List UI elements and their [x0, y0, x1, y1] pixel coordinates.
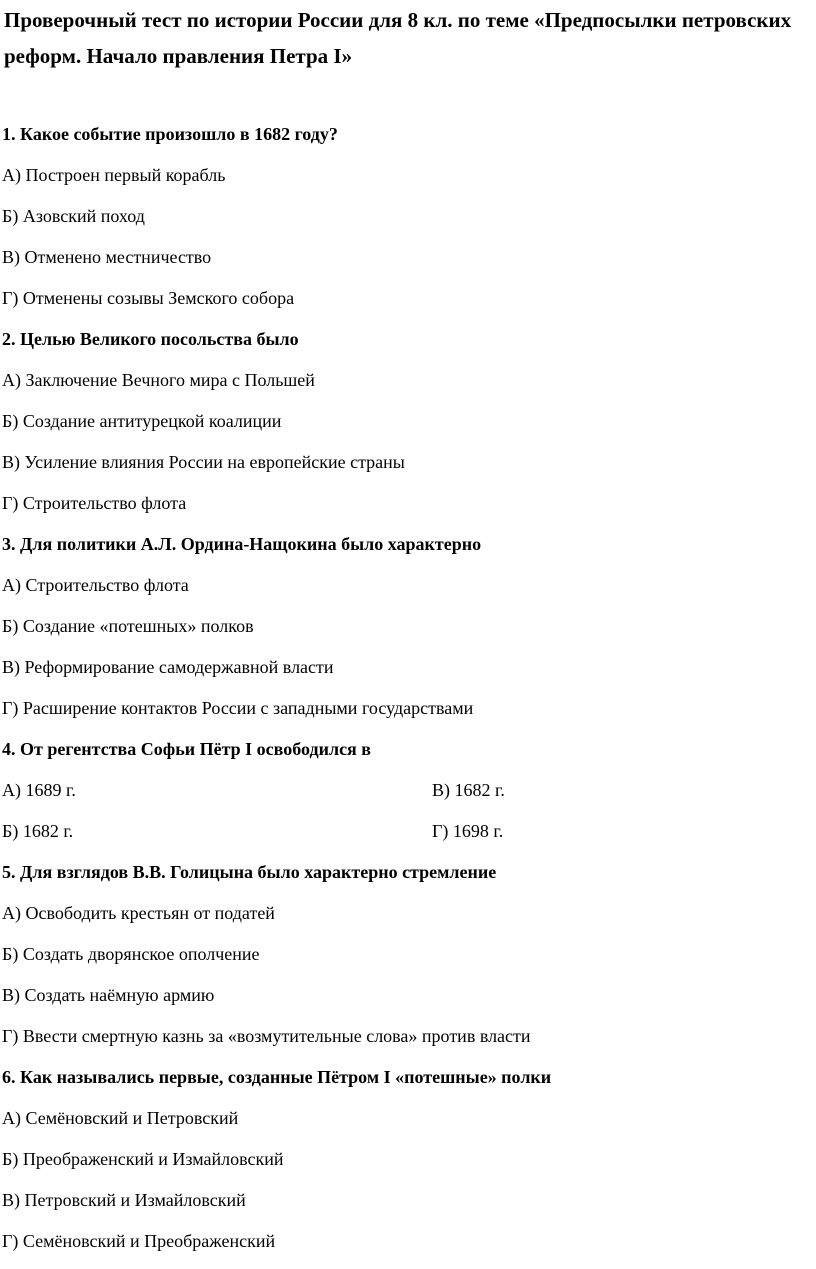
question-3-option-d: Г) Расширение контактов России с западными государствами	[2, 698, 474, 718]
question-6-option-c: В) Петровский и Измайловский	[2, 1190, 246, 1210]
question-1-option-a: А) Построен первый корабль	[2, 165, 226, 185]
question-5-option-a: А) Освободить крестьян от податей	[2, 903, 275, 923]
question-2-option-c: В) Усиление влияния России на европейские страны	[2, 452, 405, 472]
question-4-option-a: А) 1689 г.	[2, 780, 76, 800]
question-4: 4. От регентства Софьи Пётр I освободился в	[2, 739, 372, 759]
question-6: 6. Как назывались первые, созданные Пётром I «потешные» полки	[2, 1067, 552, 1087]
question-3-option-c: В) Реформирование самодержавной власти	[2, 657, 334, 677]
question-5: 5. Для взглядов В.В. Голицына было характерно стремление	[2, 862, 497, 882]
question-1-option-d: Г) Отменены созывы Земского собора	[2, 288, 295, 308]
question-1: 1. Какое событие произошло в 1682 году?	[2, 124, 338, 144]
question-3: 3. Для политики А.Л. Ордина-Нащокина было характерно	[2, 534, 482, 554]
question-4-option-c: В) 1682 г.	[432, 780, 505, 800]
question-5-option-b: Б) Создать дворянское ополчение	[2, 944, 260, 964]
question-5-option-d: Г) Ввести смертную казнь за «возмутительные слова» против власти	[2, 1026, 531, 1046]
question-1-option-c: В) Отменено местничество	[2, 247, 212, 267]
question-5-option-c: В) Создать наёмную армию	[2, 985, 215, 1005]
question-2-option-b: Б) Создание антитурецкой коалиции	[2, 411, 282, 431]
question-3-option-b: Б) Создание «потешных» полков	[2, 616, 254, 636]
question-3-option-a: А) Строительство флота	[2, 575, 189, 595]
question-4-option-d: Г) 1698 г.	[432, 821, 504, 841]
question-6-option-a: А) Семёновский и Петровский	[2, 1108, 239, 1128]
question-6-option-d: Г) Семёновский и Преображенский	[2, 1231, 276, 1251]
question-2-option-a: А) Заключение Вечного мира с Польшей	[2, 370, 315, 390]
question-2: 2. Целью Великого посольства было	[2, 329, 299, 349]
question-1-option-b: Б) Азовский поход	[2, 206, 145, 226]
question-6-option-b: Б) Преображенский и Измайловский	[2, 1149, 284, 1169]
question-2-option-d: Г) Строительство флота	[2, 493, 187, 513]
question-4-option-b: Б) 1682 г.	[2, 821, 74, 841]
document-title: Проверочный тест по истории России для 8 кл. по теме «Предпосылки петровских реформ. Начало правления Петра I»	[4, 8, 792, 68]
